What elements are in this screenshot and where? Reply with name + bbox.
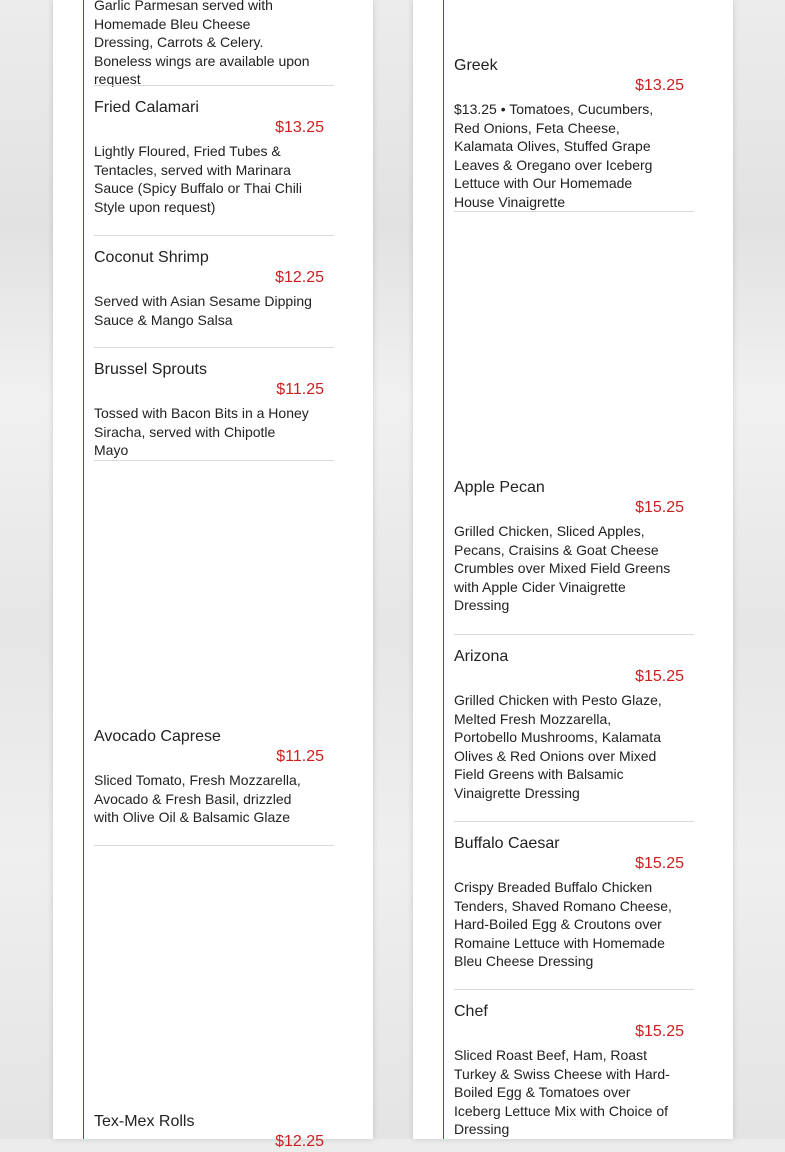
menu-item-description: Grilled Chicken, Sliced Apples, Pecans, Craisins & Goat Cheese Crumbles over Mixed Field Greens with Apple Cider Vinaigrette Dressing (454, 523, 671, 614)
menu-item-price: $11.25 (276, 748, 324, 765)
menu-item-price: $13.25 (635, 77, 684, 94)
divider (94, 85, 334, 86)
divider (94, 845, 334, 846)
menu-item-name: Brussel Sprouts (94, 361, 207, 378)
menu-item-name: Coconut Shrimp (94, 249, 209, 266)
menu-panel-right (413, 0, 733, 1139)
divider (454, 821, 694, 822)
menu-item-name: Greek (454, 57, 498, 74)
menu-item-name: Chef (454, 1003, 488, 1020)
menu-item-description: Garlic Parmesan served with Homemade Bleu Cheese Dressing, Carrots & Celery. Boneless wings are available upon request (94, 0, 310, 88)
divider (94, 235, 334, 236)
divider (454, 211, 694, 212)
menu-item-name: Tex-Mex Rolls (94, 1113, 195, 1130)
menu-panel-left (53, 0, 373, 1150)
divider (454, 634, 694, 635)
menu-item-price: $15.25 (635, 1023, 684, 1040)
menu-item-name: Apple Pecan (454, 479, 545, 496)
menu-item-price: $15.25 (635, 855, 684, 872)
menu-item-name: Fried Calamari (94, 99, 199, 116)
menu-item-description: Sliced Roast Beef, Ham, Roast Turkey & Swiss Cheese with Hard-Boiled Egg & Tomatoes over Iceberg Lettuce Mix with Choice of Dressing (454, 1047, 670, 1138)
menu-item-description: Grilled Chicken with Pesto Glaze, Melted Fresh Mozzarella, Portobello Mushrooms, Kalamata Olives & Red Onions over Mixed Field Greens with Balsamic Vinaigrette Dressing (454, 692, 662, 801)
menu-item-description: Served with Asian Sesame Dipping Sauce & Mango Salsa (94, 293, 312, 328)
red-margin-line (443, 0, 444, 1139)
menu-item-description: Tossed with Bacon Bits in a Honey Siracha, served with Chipotle Mayo (94, 405, 309, 459)
divider (94, 460, 334, 461)
menu-item-price: $13.25 (275, 119, 324, 136)
menu-item-price: $12.25 (275, 269, 324, 286)
divider (94, 347, 334, 348)
menu-item-price: $11.25 (276, 381, 324, 398)
menu-item-name: Avocado Caprese (94, 728, 221, 745)
menu-item-description: Sliced Tomato, Fresh Mozzarella, Avocado & Fresh Basil, drizzled with Olive Oil & Balsamic Glaze (94, 772, 301, 826)
divider (454, 989, 694, 990)
menu-item-name: Buffalo Caesar (454, 835, 560, 852)
menu-item-name: Arizona (454, 648, 509, 665)
menu-item-description: Crispy Breaded Buffalo Chicken Tenders, Shaved Romano Cheese, Hard-Boiled Egg & Croutons over Romaine Lettuce with Homemade Bleu Cheese Dressing (454, 879, 672, 970)
menu-item-price: $12.25 (275, 1133, 324, 1150)
red-margin-line (83, 0, 84, 1139)
menu-item-price: $15.25 (635, 499, 684, 516)
menu-item-description: $13.25 • Tomatoes, Cucumbers, Red Onions, Feta Cheese, Kalamata Olives, Stuffed Grape Leaves & Oregano over Iceberg Lettuce with Our Homemade House Vinaigrette (454, 101, 654, 210)
menu-item-description: Lightly Floured, Fried Tubes & Tentacles, served with Marinara Sauce (Spicy Buffalo or Thai Chili Style upon request) (94, 143, 303, 215)
menu-item-price: $15.25 (635, 668, 684, 685)
